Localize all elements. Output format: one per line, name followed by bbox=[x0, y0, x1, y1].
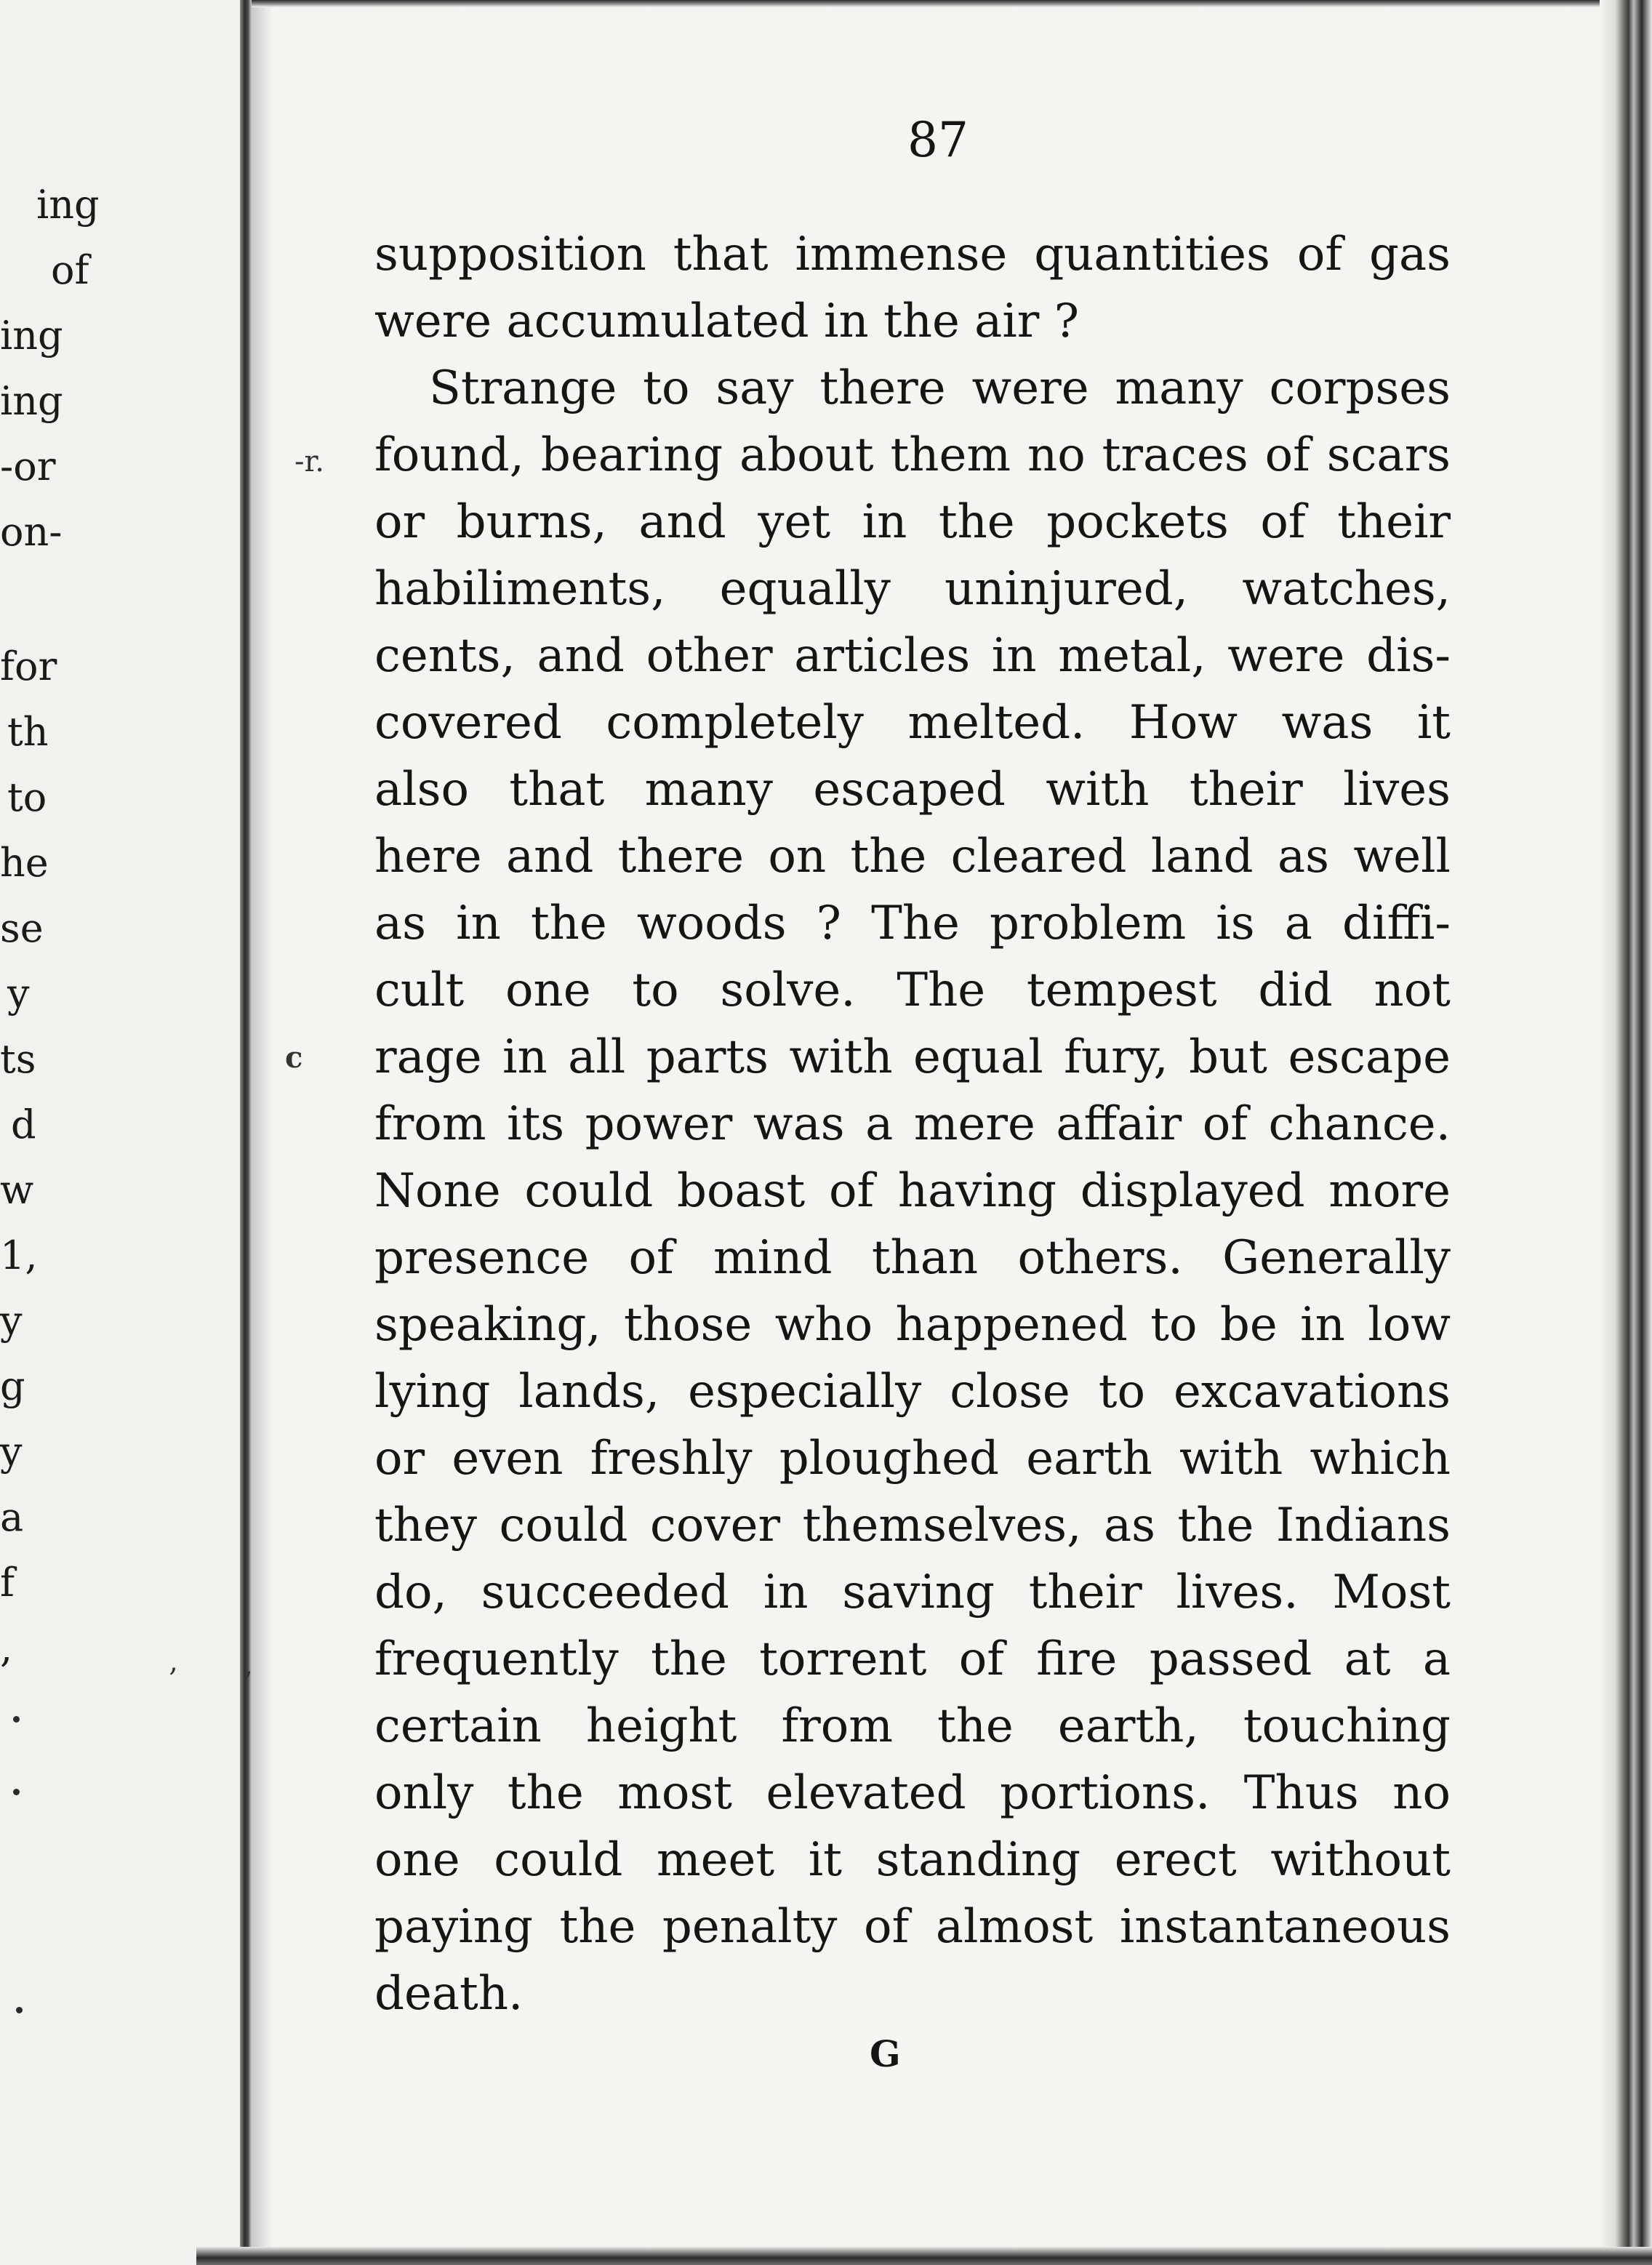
left-fragment: ts bbox=[0, 1036, 36, 1082]
text-line: as in the woods ? The problem is a diffi- bbox=[374, 897, 1451, 950]
page-top-edge bbox=[252, 0, 1652, 7]
gutter-shadow bbox=[252, 0, 272, 2265]
ink-dot bbox=[13, 1789, 20, 1795]
text-line: death. bbox=[374, 1967, 524, 2021]
ink-dot bbox=[13, 1716, 20, 1723]
page-right-edge bbox=[1600, 0, 1652, 2265]
text-line: supposition that immense quantities of gas bbox=[374, 228, 1451, 281]
text-line: Strange to say there were many corpses bbox=[429, 361, 1451, 415]
text-line: covered completely melted. How was it bbox=[374, 696, 1451, 750]
text-line: or burns, and yet in the pockets of their bbox=[374, 495, 1451, 549]
left-fragment: se bbox=[0, 905, 44, 951]
text-line: they could cover themselves, as the Indians bbox=[374, 1499, 1451, 1552]
ink-dot bbox=[16, 2007, 23, 2013]
left-fragment: f bbox=[0, 1560, 15, 1605]
text-line: rage in all parts with equal fury, but escape bbox=[374, 1030, 1451, 1084]
text-line: None could boast of having displayed more bbox=[374, 1164, 1451, 1218]
text-line: one could meet it standing erect without bbox=[374, 1833, 1451, 1887]
left-fragment: th bbox=[7, 709, 49, 755]
text-line: presence of mind than others. Generally bbox=[374, 1231, 1451, 1285]
left-fragment: ing bbox=[36, 182, 100, 228]
text-line: found, bearing about them no traces of scars bbox=[374, 428, 1451, 482]
text-line: also that many escaped with their lives bbox=[374, 763, 1451, 817]
signature-mark: G bbox=[870, 2032, 901, 2075]
left-fragment: 1, bbox=[0, 1232, 38, 1278]
text-line: do, succeeded in saving their lives. Most bbox=[374, 1566, 1451, 1619]
text-line: paying the penalty of almost instantaneous bbox=[374, 1900, 1451, 1954]
left-facing-page bbox=[0, 0, 240, 2265]
left-fragment: he bbox=[0, 840, 49, 886]
margin-mark: c bbox=[285, 1041, 303, 1075]
text-line: cult one to solve. The tempest did not bbox=[374, 963, 1451, 1017]
text-line: lying lands, especially close to excavations bbox=[374, 1365, 1451, 1419]
text-line: from its power was a mere affair of chance. bbox=[374, 1097, 1451, 1151]
text-line: only the most elevated portions. Thus no bbox=[374, 1766, 1451, 1820]
margin-mark: ‚ bbox=[169, 1645, 178, 1678]
text-line: here and there on the cleared land as well bbox=[374, 830, 1451, 883]
left-fragment: , bbox=[0, 1625, 13, 1671]
text-line: cents, and other articles in metal, were dis- bbox=[374, 629, 1451, 683]
left-fragment: y bbox=[0, 1429, 23, 1475]
text-line: frequently the torrent of fire passed at a bbox=[374, 1632, 1451, 1686]
left-fragment: a bbox=[0, 1494, 24, 1540]
left-fragment: d bbox=[11, 1102, 36, 1147]
left-fragment: g bbox=[0, 1363, 25, 1409]
left-fragment: y bbox=[7, 971, 30, 1017]
text-line: habiliments, equally uninjured, watches, bbox=[374, 562, 1451, 616]
text-line: speaking, those who happened to be in low bbox=[374, 1298, 1451, 1352]
left-fragment: of bbox=[51, 247, 89, 293]
left-fragment: y bbox=[0, 1298, 23, 1344]
left-fragment: ing bbox=[0, 378, 63, 424]
margin-mark: ‚ bbox=[244, 1648, 253, 1682]
left-fragment: to bbox=[7, 774, 47, 820]
left-fragment: ing bbox=[0, 313, 63, 358]
page-number: 87 bbox=[907, 112, 969, 168]
text-line: certain height from the earth, touching bbox=[374, 1699, 1451, 1753]
left-fragment: for bbox=[0, 644, 57, 689]
left-fragment: w bbox=[0, 1167, 34, 1213]
left-fragment: -or bbox=[0, 444, 56, 489]
left-fragment: on- bbox=[0, 509, 63, 555]
page-bottom-edge bbox=[196, 2247, 1652, 2265]
book-gutter bbox=[240, 0, 252, 2265]
margin-mark: -r. bbox=[294, 445, 324, 478]
text-line: or even freshly ploughed earth with which bbox=[374, 1432, 1451, 1486]
text-line: were accumulated in the air ? bbox=[374, 294, 1080, 348]
